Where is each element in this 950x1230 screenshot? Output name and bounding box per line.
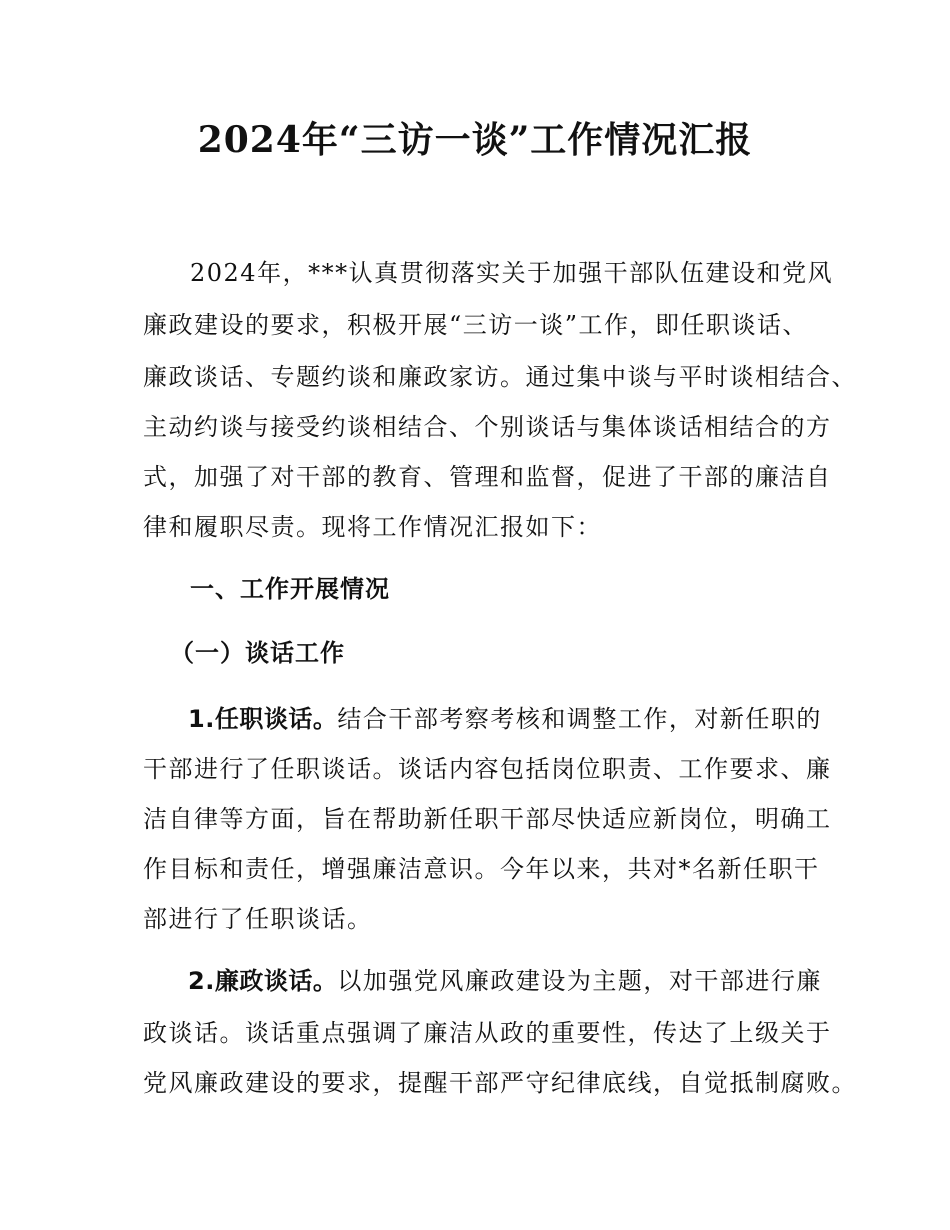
item2-line-2: 政谈话。谈话重点强调了廉洁从政的重要性，传达了上级关于 xyxy=(143,1019,832,1047)
item2-first-line xyxy=(188,966,822,996)
section-heading-1: 一、工作开展情况 xyxy=(190,575,390,603)
intro-line-1: 2024年，***认真贯彻落实关于加强干部队伍建设和党风 xyxy=(190,259,834,287)
item2-lead: 2.廉政谈话。 xyxy=(188,967,338,995)
item1-first-line xyxy=(188,704,822,734)
intro-line-6: 律和履职尽责。现将工作情况汇报如下： xyxy=(143,513,602,541)
subsection-heading-1: （一）谈话工作 xyxy=(170,639,345,667)
document-title: 2024年“三访一谈”工作情况汇报 xyxy=(197,119,753,161)
item1-line-4: 作目标和责任，增强廉洁意识。今年以来，共对*名新任职干 xyxy=(143,855,820,883)
item1-line-2: 干部进行了任职谈话。谈话内容包括岗位职责、工作要求、廉 xyxy=(143,755,832,783)
item2-line-1: 以加强党风廉政建设为主题，对干部进行廉 xyxy=(337,967,822,995)
item1-line-1: 结合干部考察考核和调整工作，对新任职的 xyxy=(337,705,822,733)
intro-line-3: 廉政谈话、专题约谈和廉政家访。通过集中谈与平时谈相结合、 xyxy=(143,363,857,391)
item1-lead: 1.任职谈话。 xyxy=(188,705,338,733)
intro-line-5: 式，加强了对干部的教育、管理和监督，促进了干部的廉洁自 xyxy=(143,463,832,491)
item2-line-3: 党风廉政建设的要求，提醒干部严守纪律底线，自觉抵制腐败。 xyxy=(143,1069,857,1097)
item1-line-3: 洁自律等方面，旨在帮助新任职干部尽快适应新岗位，明确工 xyxy=(143,805,832,833)
item1-line-5: 部进行了任职谈话。 xyxy=(143,905,373,933)
intro-line-4: 主动约谈与接受约谈相结合、个别谈话与集体谈话相结合的方 xyxy=(143,413,832,441)
intro-line-2: 廉政建设的要求，积极开展“三访一谈”工作，即任职谈话、 xyxy=(143,311,809,339)
